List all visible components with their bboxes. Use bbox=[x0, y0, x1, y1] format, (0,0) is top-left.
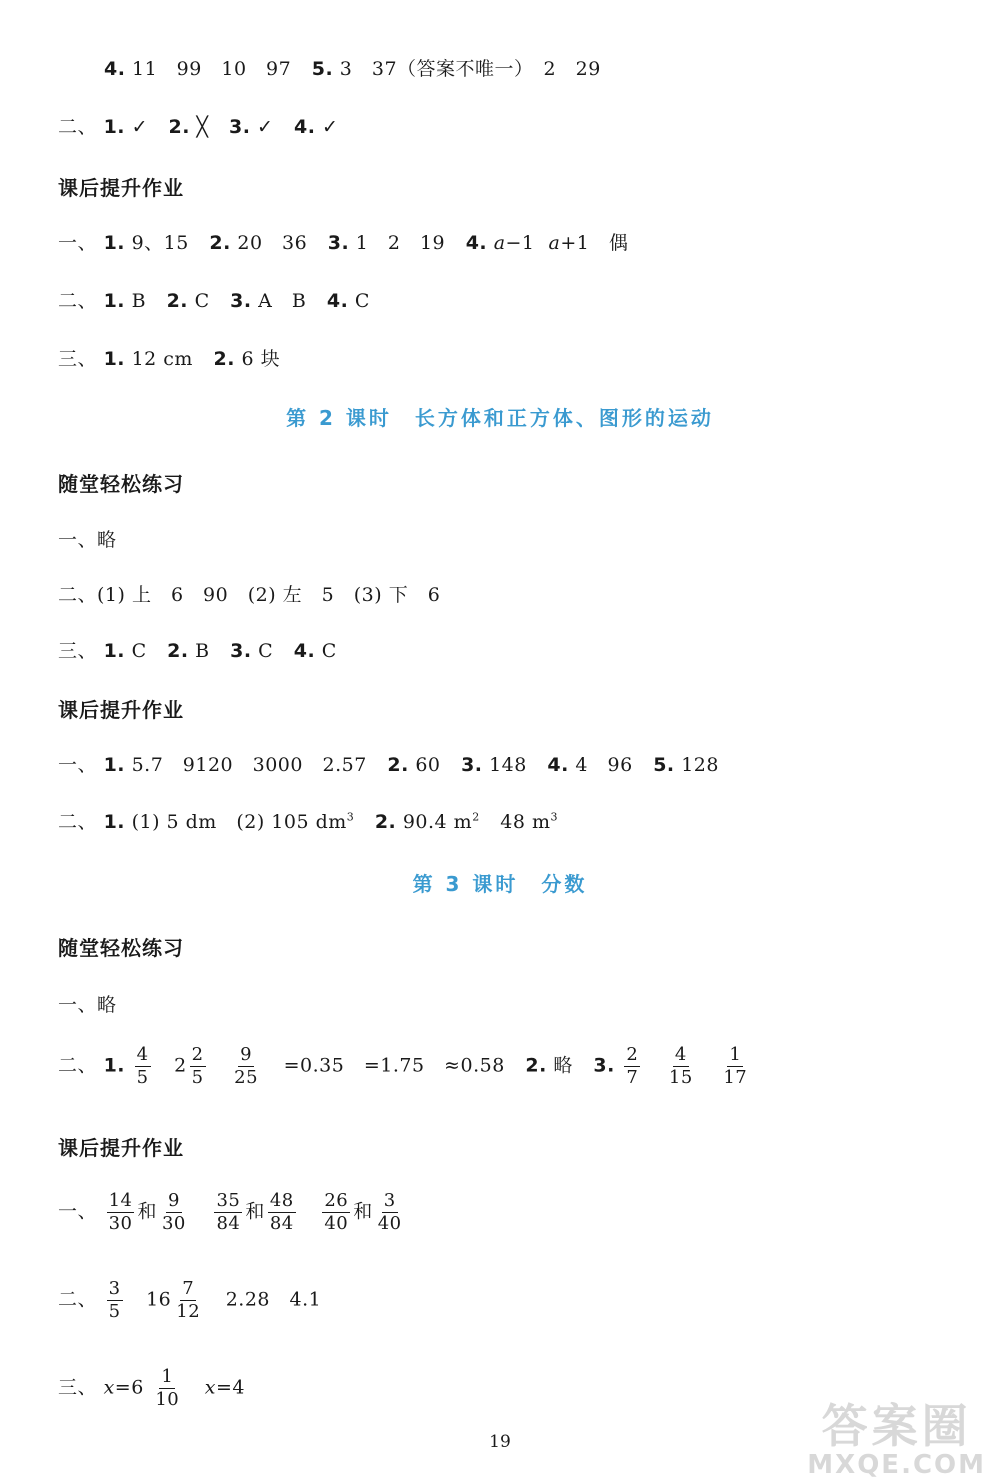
cross-mark-icon: ╳ bbox=[196, 116, 209, 138]
answer-line-14: 二、 $\frac{3}{5}$ 16 $\frac{7}{12}$ 2.28 4.1 bbox=[58, 1278, 322, 1322]
fraction: $\frac{3}{40}$ bbox=[377, 1190, 402, 1234]
fraction: $\frac{3}{5}$ bbox=[108, 1278, 121, 1322]
section-heading: 随堂轻松练习 bbox=[58, 936, 184, 960]
fraction: $\frac{4}{15}$ bbox=[668, 1044, 693, 1088]
answer-line-8: 三、 1. C 2. B 3. C 4. C bbox=[58, 640, 337, 662]
answer-line-15: 三、 x=6 $\frac{1}{10}$ x=4 bbox=[58, 1366, 246, 1410]
section-heading: 课后提升作业 bbox=[58, 698, 184, 722]
fraction: $\frac{35}{84}$ bbox=[216, 1190, 241, 1234]
section-heading: 课后提升作业 bbox=[58, 1136, 184, 1160]
watermark-logo: 答案圈 MXQE.COM bbox=[807, 1399, 986, 1480]
section-heading: 课后提升作业 bbox=[58, 176, 184, 200]
answer-line-11: 一、略 bbox=[58, 994, 117, 1016]
answer-line-10: 二、 1. (1) 5 dm (2) 105 $dm^3$ 2. 90.4 $m^2$ 48 $m^3$ bbox=[58, 810, 558, 833]
answer-line-5: 三、 1. 12 cm 2. 6 块 bbox=[58, 348, 281, 370]
fraction: $\frac{1}{17}$ bbox=[723, 1044, 748, 1088]
answer-line-13: 一、 $\frac{14}{30}$ 和 $\frac{9}{30}$ $\frac{35}{84}$ 和 $\frac{48}{84}$ $\frac{26}{40}$ 和 $\frac{3}{40}$ bbox=[58, 1190, 402, 1234]
answer-line-9: 一、 1. 5.7 9120 3000 2.57 2. 60 3. 148 4. 4 96 5. 128 bbox=[58, 754, 719, 776]
fraction: $\frac{14}{30}$ bbox=[108, 1190, 133, 1234]
fraction: $\frac{48}{84}$ bbox=[269, 1190, 294, 1234]
answer-line-2: 二、 1. ✓ 2. ╳ 3. ✓ 4. ✓ bbox=[58, 116, 339, 138]
answer-line-6: 一、略 bbox=[58, 529, 117, 551]
lesson-title: 第 3 课时 分数 bbox=[412, 872, 588, 896]
answer-line-7: 二、(1) 上 6 90 (2) 左 5 (3) 下 6 bbox=[58, 584, 441, 606]
answer-line-1: 4. 11 99 10 97 5. 3 37（答案不唯一） 2 29 bbox=[104, 58, 601, 80]
fraction: $\frac{26}{40}$ bbox=[324, 1190, 349, 1234]
lesson-title: 第 2 课时 长方体和正方体、图形的运动 bbox=[286, 406, 714, 430]
check-mark-icon: ✓ bbox=[322, 116, 339, 138]
fraction: $\frac{1}{10}$ bbox=[155, 1366, 180, 1410]
fraction: $\frac{7}{12}$ bbox=[176, 1278, 201, 1322]
answer-line-12: 二、 1. $\frac{4}{5}$ 2 $\frac{2}{5}$ $\frac{9}{25}$ =0.35 =1.75 ≈0.58 2. 略 3. $\frac{2}{7}$ $\frac{4}{15}$ $\frac{1}{17}$ bbox=[58, 1044, 748, 1088]
section-heading: 随堂轻松练习 bbox=[58, 472, 184, 496]
check-mark-icon: ✓ bbox=[131, 116, 148, 138]
fraction: $\frac{9}{25}$ bbox=[234, 1044, 259, 1088]
fraction: $\frac{2}{5}$ bbox=[191, 1044, 204, 1088]
answer-line-3: 一、 1. 9、15 2. 20 36 3. 1 2 19 4. a−1 a+1 偶 bbox=[58, 232, 629, 254]
fraction: $\frac{4}{5}$ bbox=[136, 1044, 149, 1088]
fraction: $\frac{2}{7}$ bbox=[626, 1044, 639, 1088]
answer-line-4: 二、 1. B 2. C 3. A B 4. C bbox=[58, 290, 370, 312]
page-number: 19 bbox=[489, 1432, 511, 1452]
fraction: $\frac{9}{30}$ bbox=[161, 1190, 186, 1234]
check-mark-icon: ✓ bbox=[257, 116, 274, 138]
